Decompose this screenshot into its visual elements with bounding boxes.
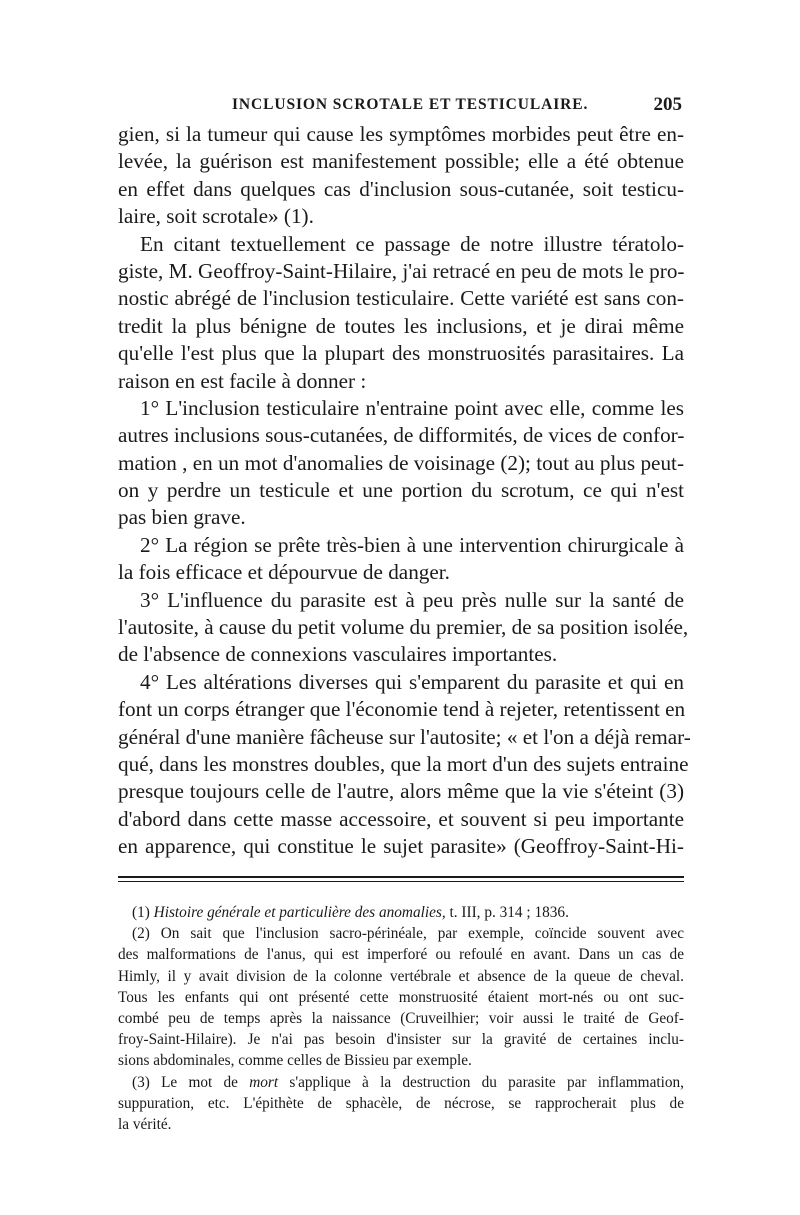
text-line: 4° Les altérations diverses qui s'emparent du parasite et qui en <box>140 669 684 694</box>
text-line: presque toujours celle de l'autre, alors même que la vie s'éteint (3) <box>118 779 684 804</box>
text-line: 3° L'influence du parasite est à peu près nulle sur la santé de <box>140 587 684 612</box>
page-number: 205 <box>653 94 682 115</box>
text-line: en effet dans quelques cas d'inclusion sous-cutanée, soit testicu- <box>118 176 684 201</box>
footnote-2-line: des malformations de l'anus, qui est imperforé ou refoulé en avant. Dans un cas de <box>118 946 684 964</box>
footnote-3 <box>118 1072 684 1093</box>
footnote-2-line: combé peu de temps après la naissance (Cruveilhier; voir aussi le traité de Geof- <box>118 1009 684 1027</box>
footnote-divider <box>118 876 684 878</box>
footnote-2-line: (2) On sait que l'inclusion sacro-périnéale, par exemple, coïncide souvent avec <box>132 925 684 943</box>
footnote-3-word: mort <box>249 1073 279 1091</box>
text-line: qu'elle l'est plus que la plupart des monstruosités parasitaires. La <box>118 341 684 366</box>
text-line: d'abord dans cette masse accessoire, et souvent si peu importante <box>118 806 684 831</box>
text-line: laire, soit scrotale» (1). <box>118 204 314 229</box>
text-line: 1° L'inclusion testiculaire n'entraine point avec elle, comme les <box>140 395 684 420</box>
footnote-3-rest: s'applique à la destruction du parasite par inflammation, <box>289 1073 684 1091</box>
text-line: autres inclusions sous-cutanées, de difformités, de vices de confor- <box>118 423 685 448</box>
text-line: de l'absence de connexions vasculaires importantes. <box>118 642 558 667</box>
footnote-1-title: Histoire générale et particulière des anomalies, <box>153 904 446 921</box>
text-line: 2° La région se prête très-bien à une intervention chirurgicale à <box>140 532 684 557</box>
text-line: qué, dans les monstres doubles, que la mort d'un des sujets entraine <box>118 751 689 776</box>
text-line: nostic abrégé de l'inclusion testiculaire. Cette variété est sans con- <box>118 286 684 311</box>
running-title: INCLUSION SCROTALE ET TESTICULAIRE. <box>232 96 589 113</box>
footnote-3-line: la vérité. <box>118 1115 172 1133</box>
footnote-2-line: froy-Saint-Hilaire). Je n'ai pas besoin d'insister sur la gravité de certaines inclu- <box>118 1031 684 1049</box>
text-line: gien, si la tumeur qui cause les symptômes morbides peut être en- <box>118 122 684 146</box>
text-line: général d'une manière fâcheuse sur l'autosite; « et l'on a déjà remar- <box>118 724 691 749</box>
footnote-1 <box>118 902 684 923</box>
main-text <box>118 121 691 861</box>
text-line: l'autosite, à cause du petit volume du premier, de sa position isolée, <box>118 615 689 640</box>
text-line: En citant textuellement ce passage de notre illustre tératolo- <box>140 231 684 256</box>
footnote-3-prefix: (3) Le mot de <box>132 1073 238 1091</box>
text-line: giste, M. Geoffroy-Saint-Hilaire, j'ai retracé en peu de mots le pro- <box>118 258 685 283</box>
footnote-2-line: Himly, il y avait division de la colonne vertébrale et absence de la queue de cheval. <box>118 967 684 985</box>
footnote-2-line: Tous les enfants qui ont présenté cette monstruosité étaient mort-nés ou ont suc- <box>118 988 684 1006</box>
footnote-1-ref: t. III, p. 314 ; 1836. <box>449 904 569 921</box>
page-header <box>118 96 686 120</box>
text-line: en apparence, qui constitue le sujet parasite» (Geoffroy-Saint-Hi- <box>118 834 684 859</box>
text-line: on y perdre un testicule et une portion du scrotum, ce qui n'est <box>118 478 684 503</box>
text-line: la fois efficace et dépourvue de danger. <box>118 560 450 585</box>
text-line: tredit la plus bénigne de toutes les inclusions, et je dirai même <box>118 313 684 338</box>
text-line: font un corps étranger que l'économie tend à rejeter, retentissent en <box>118 697 686 722</box>
text-line: levée, la guérison est manifestement possible; elle a été obtenue <box>118 149 684 174</box>
footnote-divider-thin <box>118 881 684 882</box>
footnotes <box>118 902 684 1135</box>
text-line: mation , en un mot d'anomalies de voisinage (2); tout au plus peut- <box>118 450 684 475</box>
footnote-2-line: sions abdominales, comme celles de Bissieu par exemple. <box>118 1052 472 1070</box>
text-line: pas bien grave. <box>118 505 246 530</box>
footnote-1-number: (1) <box>132 904 150 921</box>
text-line: raison en est facile à donner : <box>118 368 367 393</box>
footnote-3-line: suppuration, etc. L'épithète de sphacèle, de nécrose, se rapprocherait plus de <box>118 1094 684 1112</box>
